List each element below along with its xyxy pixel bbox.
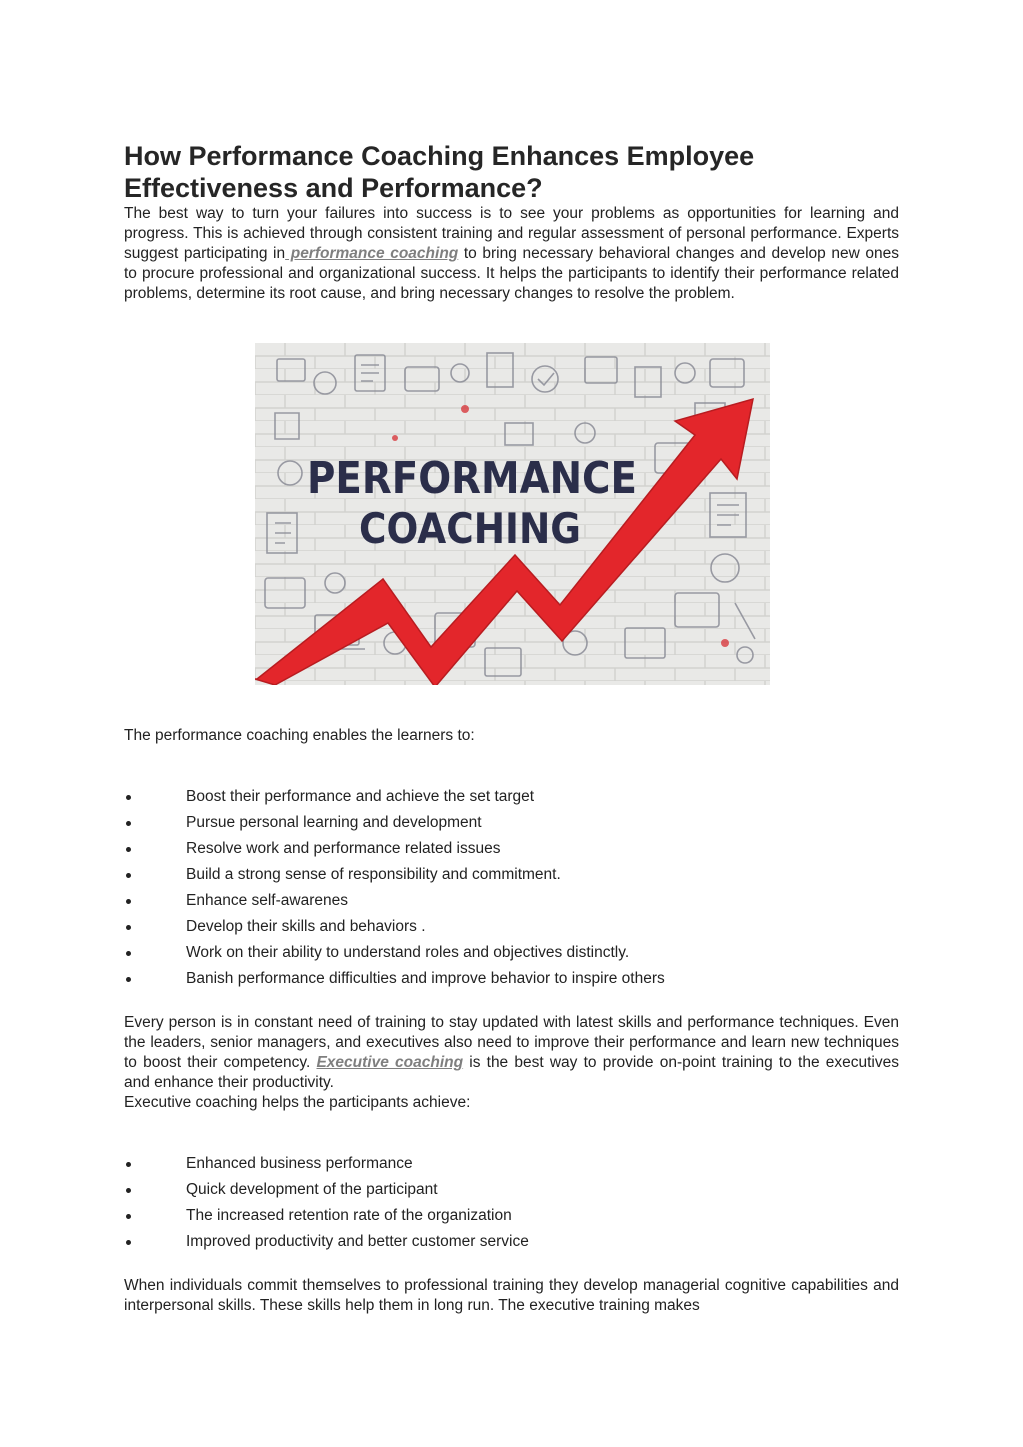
- para2-text-end: is the best way to provide on-point training to the executives and enhance their productivity.: [124, 1054, 899, 1091]
- bullet-icon: [126, 1162, 131, 1167]
- image-text-performance: PERFORMANCE: [307, 453, 637, 504]
- bullet-icon: [126, 951, 131, 956]
- hero-illustration: [255, 343, 770, 685]
- intro-text-start: The best way to turn your failures into success is to see your problems as opportunities for learning and progress. This is achieved through consistent training and regular assessment of personal performance. Experts suggest participating in: [124, 205, 899, 262]
- intro-text-end: to bring necessary behavioral changes and develop new ones to procure professional and organizational success. It helps the participants to identify their performance related problems, determine its root cause, and bring necessary changes to resolve the problem.: [124, 245, 900, 302]
- list-item-text: Enhance self-awarenes: [186, 892, 348, 909]
- bullet-icon: [126, 873, 131, 878]
- list-item: [124, 1203, 529, 1229]
- page-title: How Performance Coaching Enhances Employee Effectiveness and Performance?: [124, 141, 755, 203]
- list-item: [124, 888, 665, 914]
- performance-coaching-image: [255, 343, 770, 685]
- benefits-list: [124, 784, 665, 992]
- list-item: [124, 1229, 529, 1255]
- closing-paragraph: When individuals commit themselves to professional training they develop managerial cognitive capabilities and interpersonal skills. These skills help them in long run. The executive training makes: [124, 1277, 899, 1314]
- list-item: [124, 810, 665, 836]
- achievements-list: [124, 1151, 529, 1255]
- list-item-text: Quick development of the participant: [186, 1181, 438, 1198]
- list-item-text: Work on their ability to understand roles and objectives distinctly.: [186, 944, 630, 961]
- bullet-icon: [126, 847, 131, 852]
- bullet-icon: [126, 795, 131, 800]
- list-item-text: Boost their performance and achieve the set target: [186, 788, 535, 805]
- bullet-icon: [126, 925, 131, 930]
- list1-lead: The performance coaching enables the learners to:: [124, 727, 475, 744]
- performance-coaching-link[interactable]: performance coaching: [285, 245, 459, 262]
- list-item: [124, 836, 665, 862]
- list-item-text: The increased retention rate of the organization: [186, 1207, 512, 1224]
- para2-text-start: Every person is in constant need of training to stay updated with latest skills and performance techniques. Even the leaders, senior managers, and executives also need to improve their performance and learn new techniques to boost their competency.: [124, 1014, 899, 1071]
- bullet-icon: [126, 1188, 131, 1193]
- bullet-icon: [126, 821, 131, 826]
- list-item-text: Enhanced business performance: [186, 1155, 413, 1172]
- list-item-text: Develop their skills and behaviors .: [186, 918, 426, 935]
- list-item: [124, 966, 665, 992]
- executive-coaching-section: [124, 1013, 899, 1113]
- bullet-icon: [126, 977, 131, 982]
- executive-paragraph: [124, 1013, 899, 1093]
- list-item: [124, 940, 665, 966]
- list-item: [124, 914, 665, 940]
- intro-paragraph: [124, 204, 899, 304]
- list-item: [124, 1151, 529, 1177]
- list-item-text: Improved productivity and better customer service: [186, 1233, 529, 1250]
- list-item-text: Pursue personal learning and development: [186, 814, 482, 831]
- list-item: [124, 862, 665, 888]
- bullet-icon: [126, 1214, 131, 1219]
- list2-lead: Executive coaching helps the participants achieve:: [124, 1094, 471, 1111]
- list-item: [124, 1177, 529, 1203]
- bullet-icon: [126, 1240, 131, 1245]
- list-item-text: Build a strong sense of responsibility and commitment.: [186, 866, 561, 883]
- executive-coaching-link[interactable]: Executive coaching: [316, 1054, 464, 1071]
- list-item: [124, 784, 665, 810]
- image-text-coaching: COACHING: [359, 504, 581, 553]
- list-item-text: Banish performance difficulties and improve behavior to inspire others: [186, 970, 665, 987]
- list-item-text: Resolve work and performance related issues: [186, 840, 501, 857]
- bullet-icon: [126, 899, 131, 904]
- article: [124, 140, 899, 304]
